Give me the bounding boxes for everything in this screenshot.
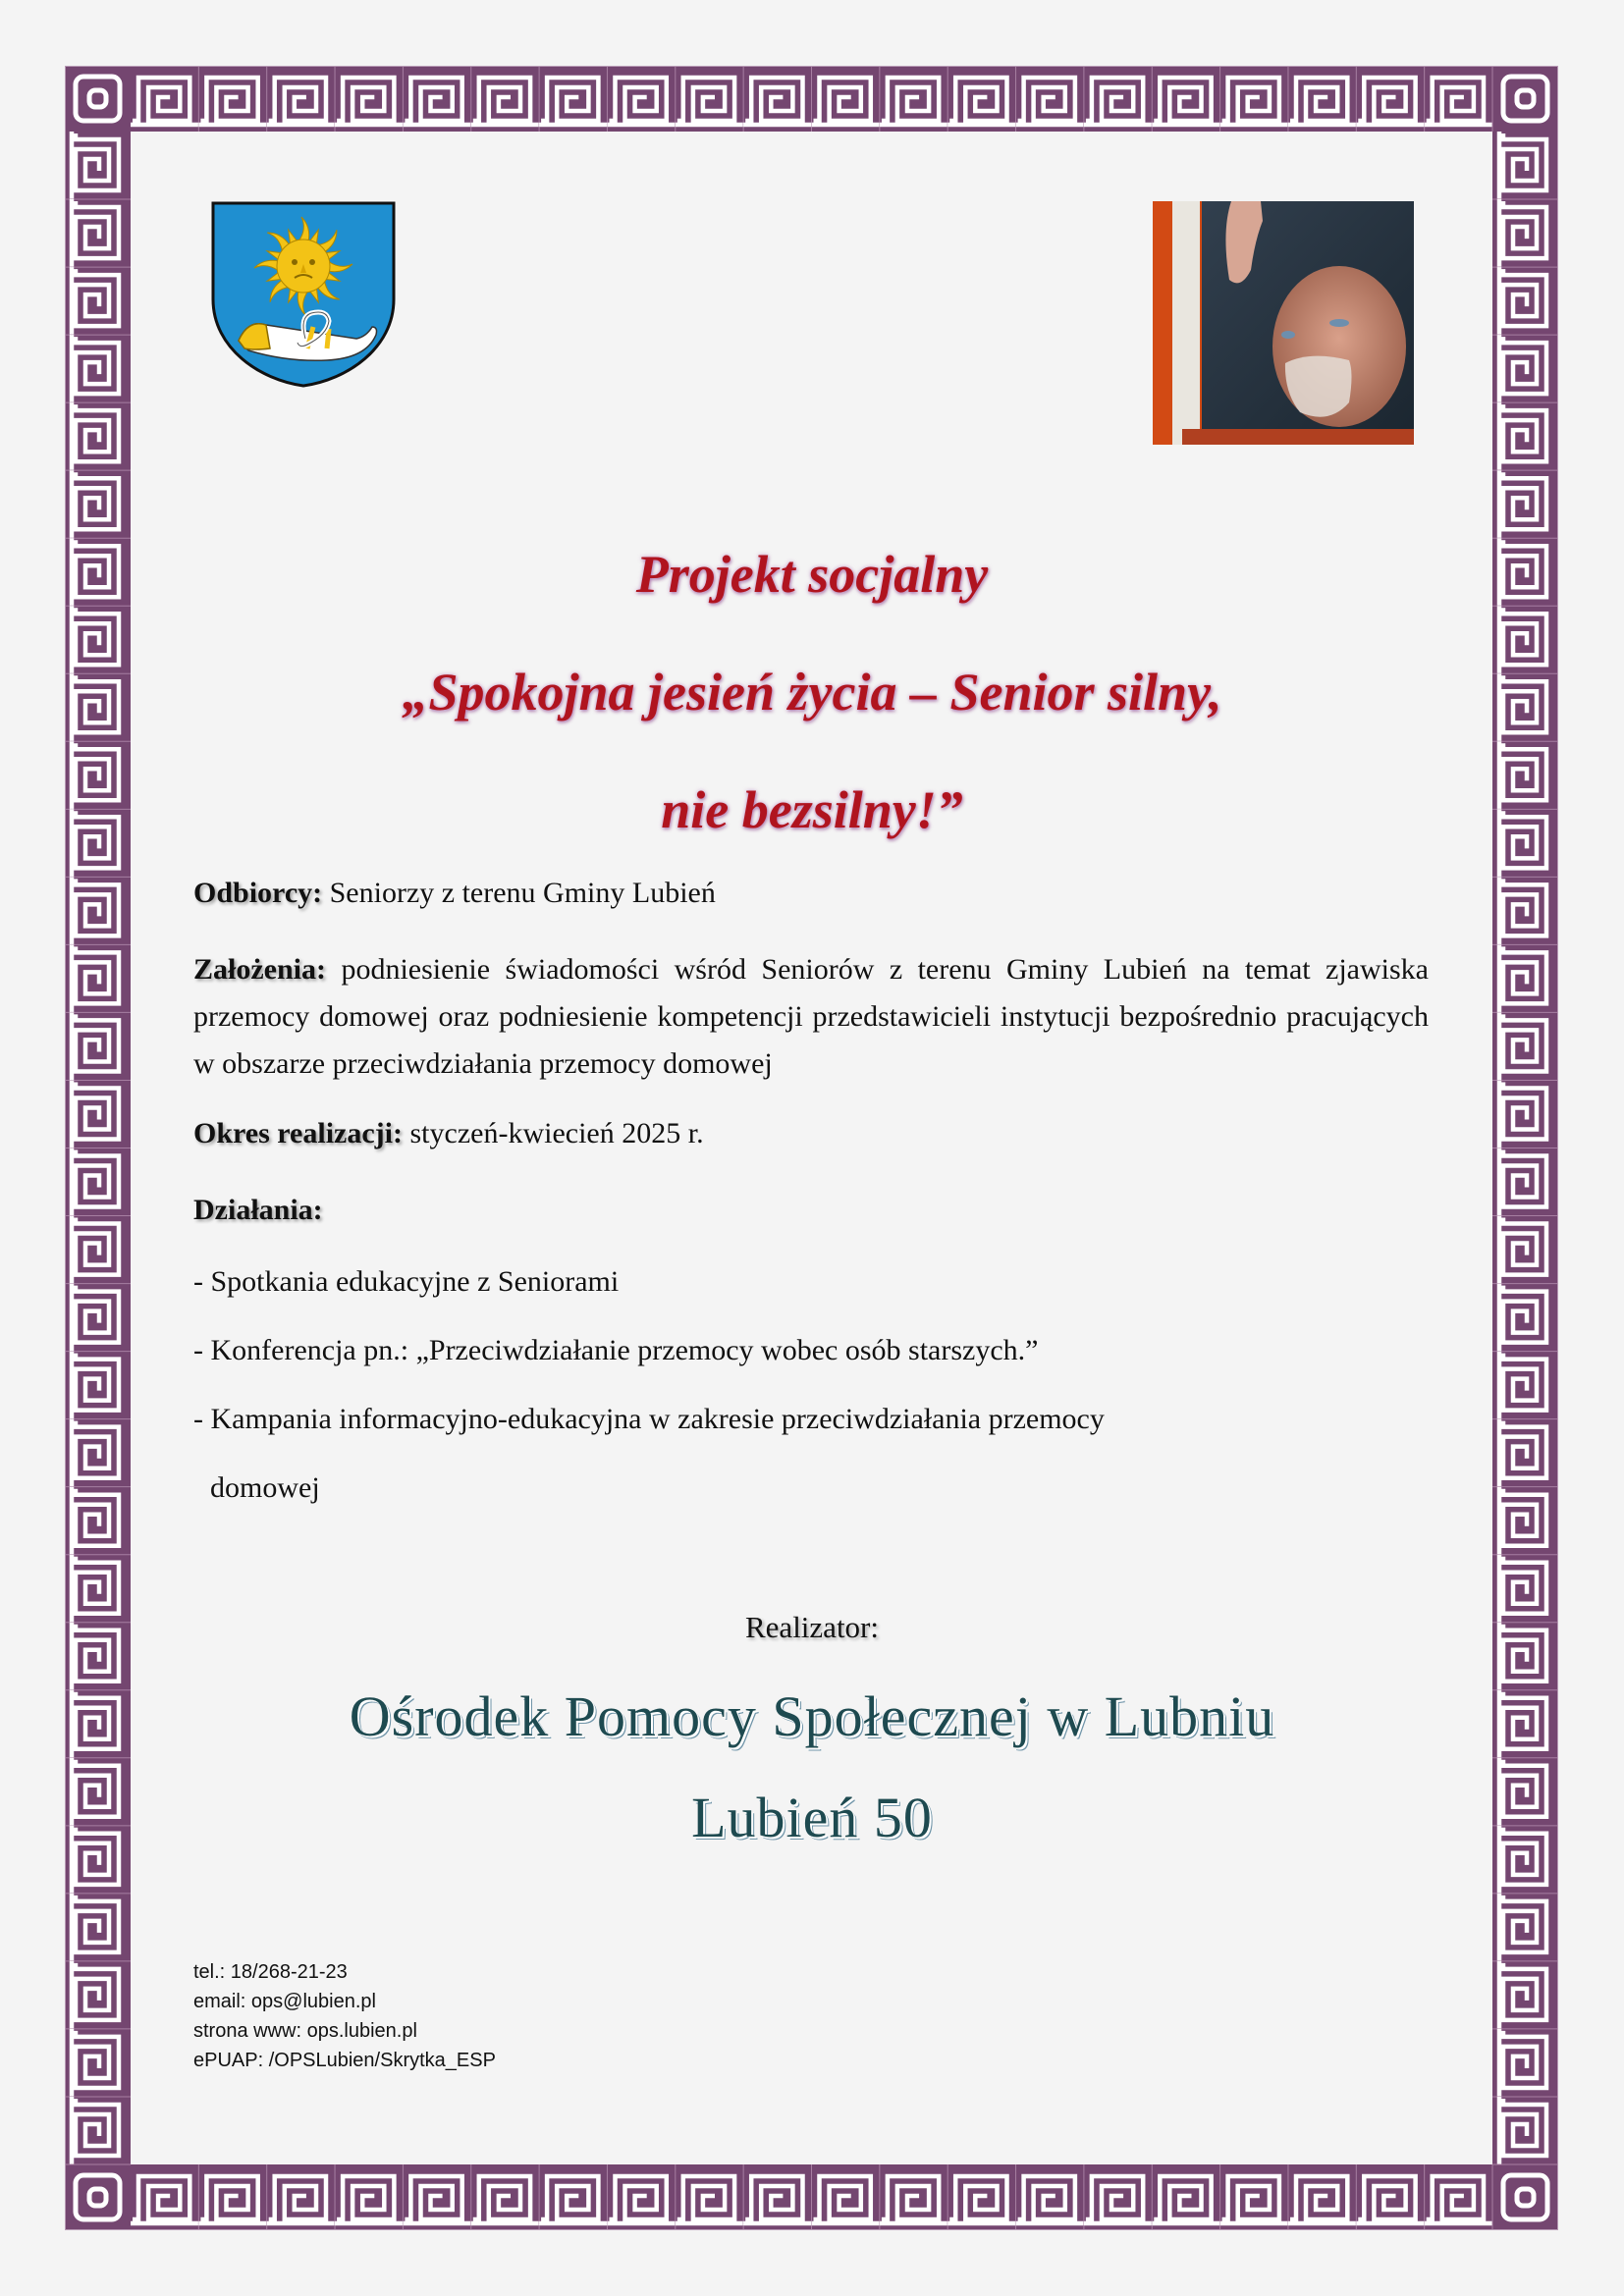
action-item: - Spotkania edukacyjne z Seniorami: [193, 1265, 620, 1298]
contact-epuap: ePUAP: /OPSLubien/Skrytka_ESP: [193, 2050, 496, 2071]
contact-website[interactable]: strona www: ops.lubien.pl: [193, 2020, 417, 2042]
assumptions-label: Założenia:: [193, 953, 326, 986]
title-line-3: nie bezsilny!”: [661, 780, 963, 839]
action-item: - Kampania informacyjno-edukacyjna w zakresie przeciwdziałania przemocy: [193, 1403, 1105, 1435]
contact-info: [193, 1957, 496, 2075]
implementer-label: Realizator:: [745, 1610, 879, 1644]
contact-email[interactable]: email: ops@lubien.pl: [193, 1991, 376, 2012]
assumptions-text: podniesienie świadomości wśród Seniorów z terenu Gminy Lubień na temat zjawiska przemocy domowej oraz podniesienie kompetencji przedstawicieli instytucji bezpośrednio pracujących w obszarze przeciwdziałania przemocy domowej: [193, 953, 1429, 1080]
title-line-2: „Spokojna jesień życia – Senior silny,: [402, 663, 1222, 721]
actions-heading: [193, 1187, 1429, 1234]
action-item: - Konferencja pn.: „Przeciwdziałanie przemocy wobec osób starszych.”: [193, 1334, 1039, 1366]
recipients-text: Seniorzy z terenu Gminy Lubień: [322, 877, 716, 909]
title-line-1: Projekt socjalny: [635, 545, 989, 604]
coat-of-arms-icon: [209, 201, 398, 388]
organization-name: Ośrodek Pomocy Społecznej w Lubniu: [349, 1684, 1275, 1748]
action-item-continuation: domowej: [210, 1471, 320, 1504]
senior-man-at-window-photo: [1153, 201, 1414, 445]
recipients-label: Odbiorcy:: [193, 877, 323, 909]
coat-of-arms-logo: [209, 201, 398, 388]
senior-photo: [1153, 201, 1414, 445]
assumptions-paragraph: [193, 946, 1429, 1088]
period-text: styczeń-kwiecień 2025 r.: [403, 1117, 704, 1149]
period-paragraph: [193, 1110, 1429, 1157]
organization-address: Lubień 50: [691, 1786, 933, 1849]
project-title: [137, 525, 1487, 879]
contact-phone: tel.: 18/268-21-23: [193, 1961, 348, 1983]
actions-label: Działania:: [193, 1194, 323, 1226]
recipients-paragraph: [193, 870, 1429, 917]
period-label: Okres realizacji:: [193, 1117, 403, 1149]
